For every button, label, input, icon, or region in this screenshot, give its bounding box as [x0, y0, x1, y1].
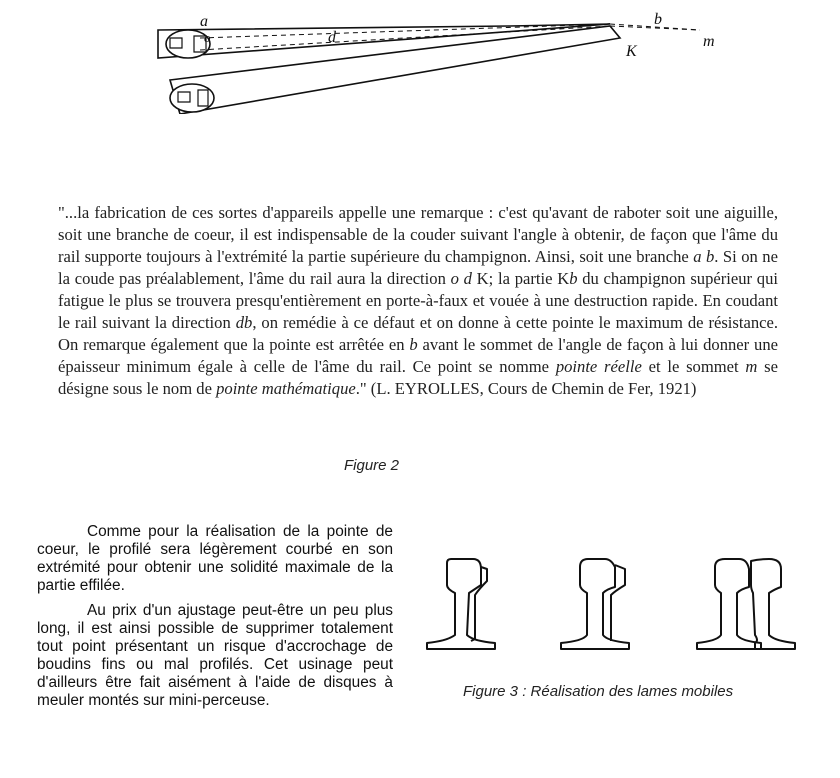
- body-text: [37, 523, 393, 717]
- rail-profile-2: [561, 559, 629, 649]
- label-a: a: [200, 13, 208, 30]
- axis-line-od: [200, 24, 610, 38]
- figure2-caption: Figure 2: [344, 457, 400, 474]
- figure3-diagram: [425, 555, 825, 655]
- label-k: K: [626, 43, 637, 60]
- label-m: m: [703, 33, 715, 50]
- paragraph-2: Au prix d'un ajustage peut-être un peu plus long, il est ainsi possible de supprimer totalement tout point présentant un risque d'accrochage de boudins fins ou mal profilés. Cet usinage peut d'ailleurs être fait aisément à l'aide de disques à meuler montés sur mini-perceuse.: [37, 602, 393, 709]
- label-d: d: [328, 29, 336, 46]
- label-b: b: [654, 11, 662, 28]
- rail-profile-3: [697, 559, 795, 649]
- lower-rail-outline: [170, 26, 620, 114]
- eyrolles-quote: "...la fabrication de ces sortes d'appareils appelle une remarque : c'est qu'avant de raboter soit une aiguille, soit une branche de coeur, il est indispensable de la couder suivant l'angle à obtenir, de façon que l'âme du rail supporte toujours à l'extrémité la partie supérieure du champignon. Ainsi, soit une branche a b. Si on ne la coude pas préalablement, l'âme du rail aura la direction o d K; la partie Kb du champignon supérieur qui fatigue le plus se trouvera presqu'entièrement en porte-à-faux et vouée à une destruction rapide. En coudant le rail suivant la direction db, on remédie à ce défaut et on donne à cette pointe le maximum de résistance. On remarque également que la pointe est arrêtée en b avant le sommet de l'angle de façon à lui donner une épaisseur minimum égale à celle de l'âme du rail. Ce point se nomme pointe réelle et le sommet m se désigne sous le nom de pointe mathématique." (L. EYROLLES, Cours de Chemin de Fer, 1921): [58, 203, 779, 398]
- upper-rail-outline: [158, 24, 610, 58]
- paragraph-1: Comme pour la réalisation de la pointe de coeur, le profilé sera légèrement courbé en son extrémité pour obtenir une solidité maximale de la partie effilée.: [37, 523, 393, 594]
- rail-profile-1: [427, 559, 495, 649]
- lower-rail-end-section: [170, 84, 214, 112]
- figure2-diagram: [140, 4, 730, 114]
- figure3-caption: Figure 3 : Réalisation des lames mobiles: [463, 683, 734, 700]
- label-o: o: [204, 30, 211, 45]
